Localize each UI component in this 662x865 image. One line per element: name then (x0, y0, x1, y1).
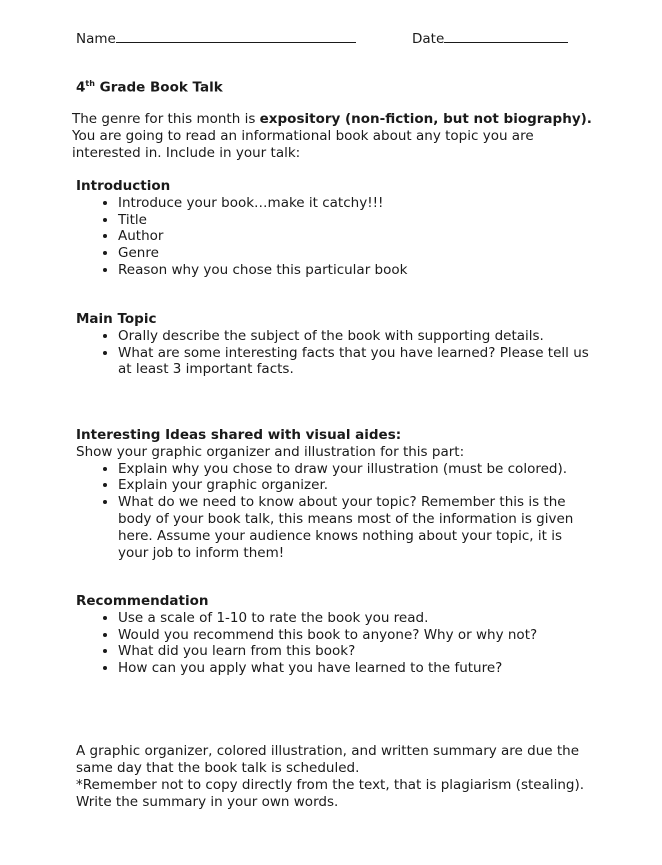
list-item: • What are some interesting facts that you have learned? Please tell us at least 3 important facts. (118, 345, 596, 379)
list-item: • Title (118, 212, 596, 229)
date-field (412, 30, 568, 47)
page-title (76, 79, 223, 96)
list-item: • Genre (118, 245, 596, 262)
section-lead-text: Show your graphic organizer and illustration for this part: (76, 443, 465, 460)
footer-note (76, 743, 596, 811)
list-item: • Author (118, 228, 596, 245)
title-rest: Grade Book Talk (94, 79, 223, 96)
footer-due-text: A graphic organizer, colored illustration, and written summary are due the same day that the book talk is scheduled. (76, 743, 580, 776)
list-item: • Reason why you chose this particular book (118, 262, 596, 279)
footer-plagiarism-text: *Remember not to copy directly from the text, that is plagiarism (stealing). Write the summary in your own words. (76, 777, 585, 810)
list-item: • What do we need to know about your topic? Remember this is the body of your book talk, this means most of the information is given here. Assume your audience knows nothing about your topic, it is your job to inform them! (118, 494, 596, 561)
section-interesting-ideas (76, 427, 596, 561)
date-label: Date (412, 31, 445, 47)
section-main-topic (76, 311, 596, 378)
intro-paragraph (72, 111, 592, 162)
list-item: • Would you recommend this book to anyone? Why or why not? (118, 627, 596, 644)
section-introduction (76, 178, 596, 279)
list-item: • Orally describe the subject of the book with supporting details. (118, 328, 596, 345)
section-heading: Introduction (76, 178, 171, 194)
intro-text-start: The genre for this month is (72, 111, 260, 127)
list-item: • Explain why you chose to draw your illustration (must be colored). (118, 461, 596, 478)
bullet-list (76, 328, 596, 378)
intro-text-end: You are going to read an informational book about any topic you are interested in. Include in your talk: (72, 128, 534, 161)
name-blank-line (116, 30, 356, 43)
bullet-list (76, 195, 596, 279)
date-blank-line (444, 30, 568, 43)
section-heading: Main Topic (76, 311, 157, 327)
list-item: • Explain your graphic organizer. (118, 477, 596, 494)
list-item: • What did you learn from this book? (118, 643, 596, 660)
intro-genre-bold: expository (non-fiction, but not biography). (259, 111, 592, 127)
title-grade: 4 (76, 79, 86, 96)
section-recommendation (76, 593, 596, 677)
name-field (76, 30, 356, 47)
name-label: Name (76, 31, 116, 47)
bullet-list (76, 610, 596, 677)
list-item: • How can you apply what you have learned to the future? (118, 660, 596, 677)
bullet-list (76, 461, 596, 562)
list-item: • Introduce your book…make it catchy!!! (118, 195, 596, 212)
list-item: • Use a scale of 1-10 to rate the book you read. (118, 610, 596, 627)
section-heading: Interesting Ideas shared with visual aides: (76, 427, 402, 443)
section-heading: Recommendation (76, 593, 209, 609)
title-ordinal: th (85, 79, 95, 88)
